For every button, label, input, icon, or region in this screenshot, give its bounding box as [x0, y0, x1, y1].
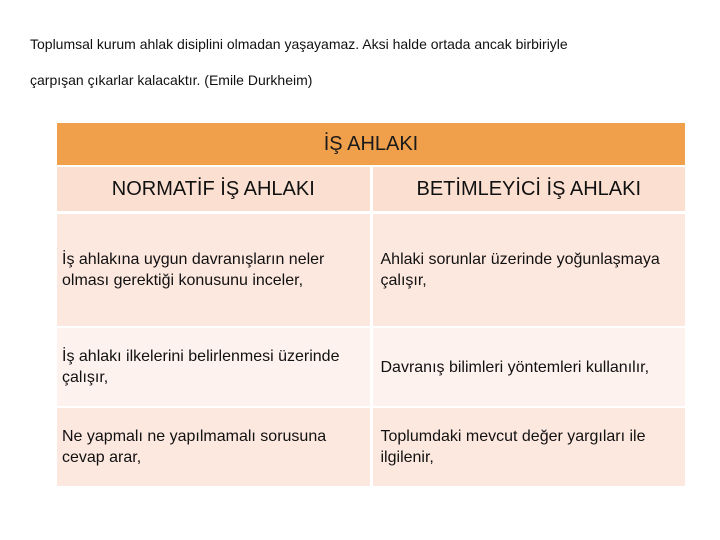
quote-line-2: çarpışan çıkarlar kalacaktır. (Emile Durkheim)	[30, 72, 313, 88]
table-row	[57, 213, 685, 328]
normative-cell: Ne yapmalı ne yapılmamalı sorusuna cevap arar,	[57, 407, 371, 486]
column-header-descriptive: BETİMLEYİCİ İŞ AHLAKI	[371, 166, 685, 213]
normative-cell: İş ahlakı ilkelerini belirlenmesi üzerinde çalışır,	[57, 327, 371, 407]
table-header-row	[57, 166, 685, 213]
descriptive-cell: Ahlaki sorunlar üzerinde yoğunlaşmaya çalışır,	[371, 213, 685, 328]
durkheim-quote	[30, 26, 690, 98]
quote-line-1: Toplumsal kurum ahlak disiplini olmadan yaşayamaz. Aksi halde ortada ancak birbiriyle	[30, 36, 568, 52]
table-title: İŞ AHLAKI	[57, 123, 685, 166]
descriptive-cell: Davranış bilimleri yöntemleri kullanılır,	[371, 327, 685, 407]
table-title-row	[57, 123, 685, 166]
normative-cell: İş ahlakına uygun davranışların neler olması gerektiği konusunu inceler,	[57, 213, 371, 328]
business-ethics-table	[57, 123, 685, 486]
descriptive-cell: Toplumdaki mevcut değer yargıları ile ilgilenir,	[371, 407, 685, 486]
table-row	[57, 407, 685, 486]
column-header-normative: NORMATİF İŞ AHLAKI	[57, 166, 371, 213]
table-row	[57, 327, 685, 407]
